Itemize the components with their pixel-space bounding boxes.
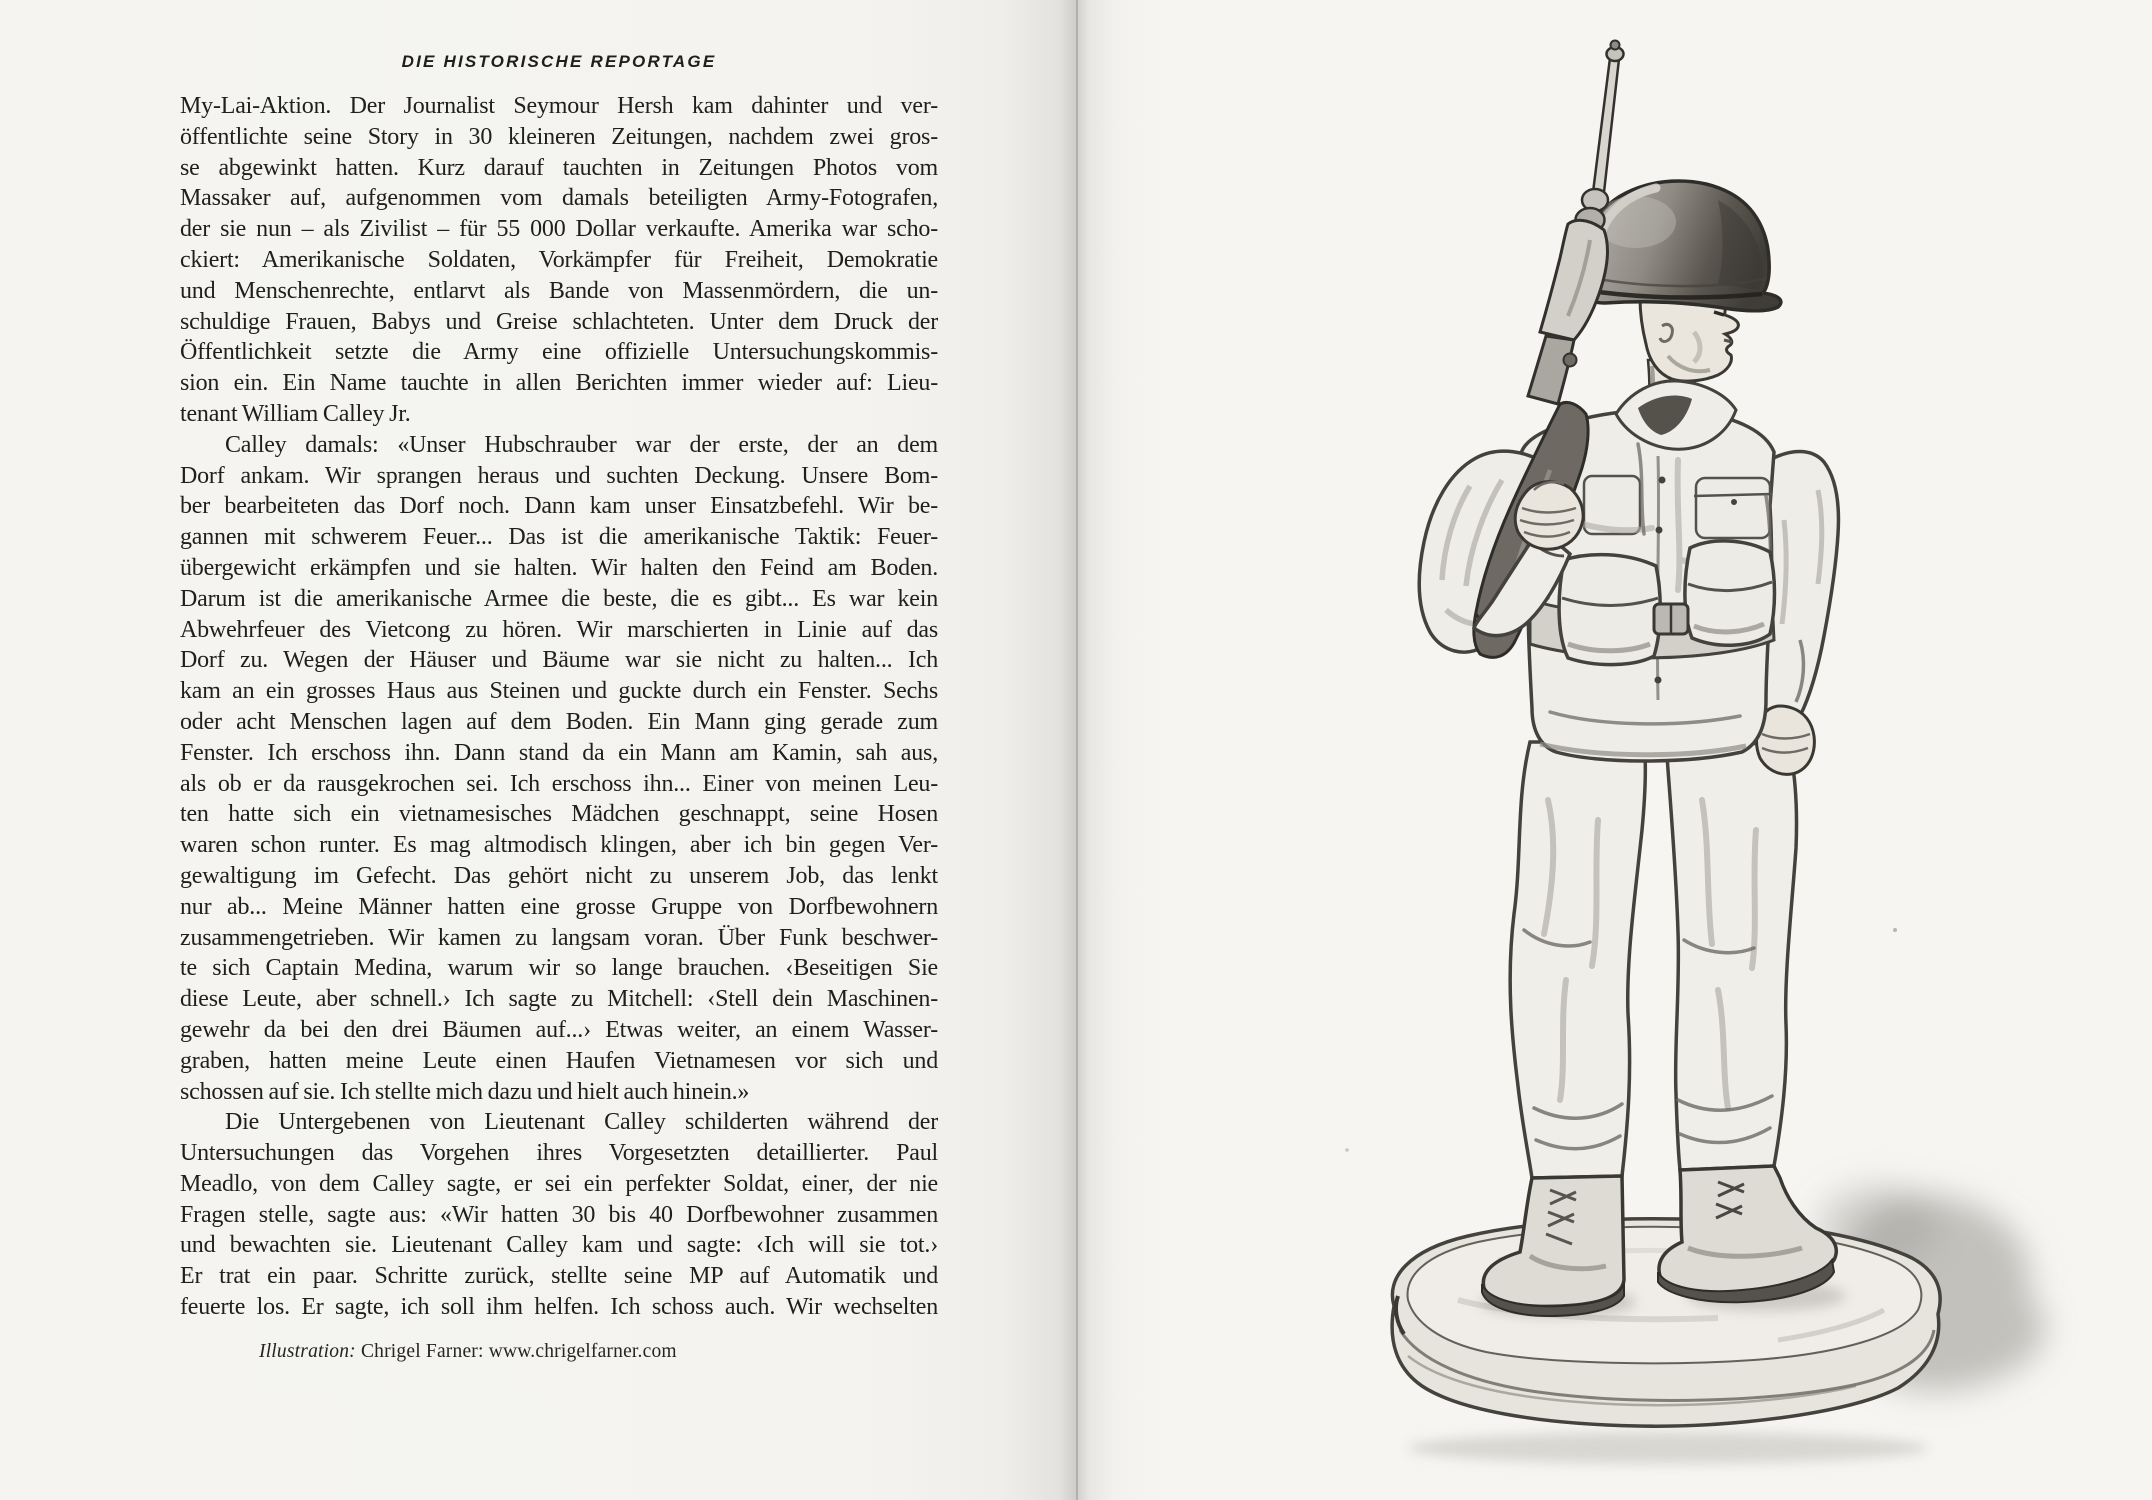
helmet xyxy=(1581,181,1781,311)
text-line: schossen auf sie. Ich stellte mich dazu und hielt auch hinein.» xyxy=(180,1078,750,1105)
text-line: Calley damals: «Unser Hubschrauber war der erste, der an dem xyxy=(225,431,938,458)
text-line: Er trat ein paar. Schritte zurück, stellte seine MP auf Automatik und xyxy=(180,1263,938,1290)
illustration-credit-label: Illustration: xyxy=(259,1341,356,1362)
article-text xyxy=(180,91,938,1323)
text-line: diese Leute, aber schnell.› Ich sagte zu Mitchell: ‹Stell dein Maschinen- xyxy=(180,986,938,1013)
text-line: und Menschenrechte, entlarvt als Bande von Massenmördern, die un- xyxy=(180,277,938,304)
text-line: Dorf ankam. Wir sprangen heraus und suchten Deckung. Unsere Bom- xyxy=(180,462,938,489)
text-line: Die Untergebenen von Lieutenant Calley schilderten während der xyxy=(225,1109,938,1136)
text-line: schuldige Frauen, Babys und Greise schlachteten. Unter dem Druck der xyxy=(180,308,938,335)
text-line: gannen mit schwerem Feuer... Das ist die amerikanische Taktik: Feuer- xyxy=(180,524,938,551)
text-line: der sie nun – als Zivilist – für 55 000 Dollar verkaufte. Amerika war scho- xyxy=(180,216,938,243)
text-line: tenant William Calley Jr. xyxy=(180,400,411,427)
text-line: waren schon runter. Es mag altmodisch klingen, aber ich bin gegen Ver- xyxy=(180,832,938,859)
text-line: Darum ist die amerikanische Armee die beste, die es gibt... Es war kein xyxy=(180,585,938,612)
trousers xyxy=(1510,742,1796,1178)
text-line: nur ab... Meine Männer hatten eine grosse Gruppe von Dorfbewohnern xyxy=(180,893,938,920)
text-line: gewehr da bei den drei Bäumen auf...› Etwas weiter, an einem Wasser- xyxy=(180,1016,938,1043)
page-header-kicker: DIE HISTORISCHE REPORTAGE xyxy=(401,52,717,71)
text-line: ten hatte sich ein vietnamesisches Mädchen geschnappt, seine Hosen xyxy=(180,801,938,828)
text-line: kam an ein grosses Haus aus Steinen und guckte durch ein Fenster. Sechs xyxy=(180,678,938,705)
soldier-figurine-illustration xyxy=(1078,0,2152,1500)
text-line: feuerte los. Er sagte, ich soll ihm helfen. Ich schoss auch. Wir wechselten xyxy=(180,1294,938,1321)
text-line: Abwehrfeuer des Vietcong zu hören. Wir marschierten in Linie auf das xyxy=(180,616,938,643)
illustration-credit-text: Chrigel Farner: www.chrigelfarner.com xyxy=(360,1341,677,1362)
text-line: oder acht Menschen lagen auf dem Boden. Ein Mann ging gerade zum xyxy=(180,708,938,735)
text-line: zusammengetrieben. Wir kamen zu langsam voran. Über Funk beschwer- xyxy=(180,924,938,951)
text-line: graben, hatten meine Leute einen Haufen Vietnamesen vor sich und xyxy=(180,1047,938,1074)
page-right xyxy=(1078,0,2152,1500)
text-line: übergewicht erkämpfen und sie halten. Wir halten den Feind am Boden. xyxy=(180,554,938,581)
text-line: te sich Captain Medina, warum wir so lange brauchen. ‹Beseitigen Sie xyxy=(180,955,938,982)
text-line: und bewachten sie. Lieutenant Calley kam und sagte: ‹Ich will sie tot.› xyxy=(180,1232,938,1259)
text-line: My-Lai-Aktion. Der Journalist Seymour Hersh kam dahinter und ver- xyxy=(180,93,938,119)
illustration-credit xyxy=(259,1341,677,1363)
figurine-base xyxy=(1392,1219,1940,1426)
text-line: Meadlo, von dem Calley sagte, er sei ein perfekter Soldat, einer, der nie xyxy=(180,1170,938,1197)
text-line: se abgewinkt hatten. Kurz darauf tauchten in Zeitungen Photos vom xyxy=(180,154,938,181)
text-line: öffentlichte seine Story in 30 kleineren Zeitungen, nachdem zwei gros- xyxy=(180,123,938,150)
text-line: Massaker auf, aufgenommen vom damals beteiligten Army-Fotografen, xyxy=(180,185,938,212)
text-line: sion ein. Ein Name tauchte in allen Berichten immer wieder auf: Lieu- xyxy=(180,370,938,397)
text-line: ber bearbeiteten das Dorf noch. Dann kam unser Einsatzbefehl. Wir be- xyxy=(180,493,938,520)
text-line: ckiert: Amerikanische Soldaten, Vorkämpfer für Freiheit, Demokratie xyxy=(180,246,938,273)
text-line: Fragen stelle, sagte aus: «Wir hatten 30 bis 40 Dorfbewohner zusammen xyxy=(180,1201,938,1228)
text-line: als ob er da rausgekrochen sei. Ich erschoss ihn... Einer von meinen Leu- xyxy=(180,770,938,797)
text-line: Öffentlichkeit setzte die Army eine offizielle Untersuchungskommis- xyxy=(180,339,938,366)
text-line: Dorf zu. Wegen der Häuser und Bäume war sie nicht zu halten... Ich xyxy=(180,647,938,674)
paper-fleck xyxy=(1893,928,1897,932)
text-line: gewaltigung im Gefecht. Das gehört nicht zu unserem Job, das lenkt xyxy=(180,862,938,889)
text-line: Fenster. Ich erschoss ihn. Dann stand da ein Mann am Kamin, sah aus, xyxy=(180,739,938,766)
text-line: Untersuchungen das Vorgehen ihres Vorgesetzten detaillierter. Paul xyxy=(180,1140,938,1167)
paper-fleck xyxy=(1345,1148,1349,1152)
